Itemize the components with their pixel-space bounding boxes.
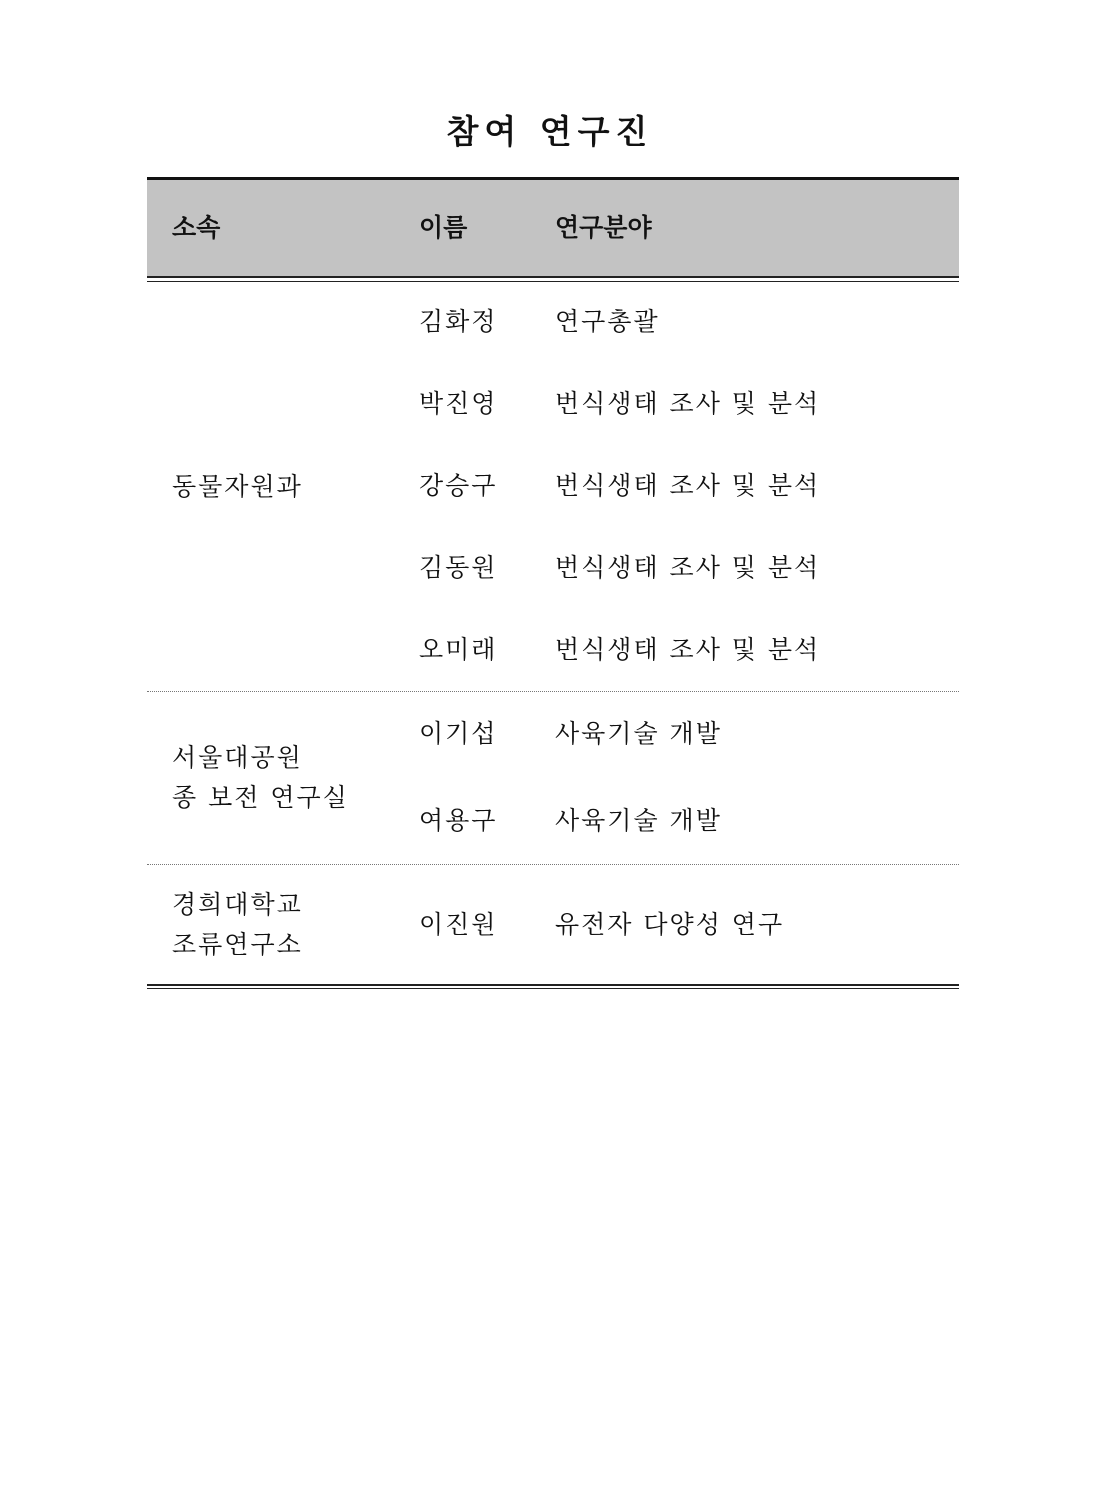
member-field: 번식생태 조사 및 분석 xyxy=(555,471,821,500)
table-group-seoul-grand-park xyxy=(147,692,959,864)
member-name: 김화정 xyxy=(419,307,498,336)
member-field: 번식생태 조사 및 분석 xyxy=(555,553,821,582)
research-team-table xyxy=(147,177,959,989)
member-name: 강승구 xyxy=(419,471,498,500)
table-bottom-rule xyxy=(147,984,959,989)
member-field: 연구총괄 xyxy=(555,307,660,336)
affiliation-line: 조류연구소 xyxy=(172,929,303,959)
member-name: 오미래 xyxy=(419,635,498,664)
member-name: 이진원 xyxy=(419,910,498,939)
table-row xyxy=(147,630,959,670)
affiliation-line: 종 보전 연구실 xyxy=(172,783,349,812)
table-row xyxy=(147,714,959,754)
table-group-kyung-hee xyxy=(147,865,959,984)
table-group-animal-resources xyxy=(147,282,959,691)
member-name: 김동원 xyxy=(419,553,498,582)
affiliation-line: 경희대학교 xyxy=(172,889,303,919)
table-row xyxy=(147,905,959,945)
table-row xyxy=(147,466,959,506)
header-field: 연구분야 xyxy=(555,213,652,242)
page-title: 참여 연구진 xyxy=(446,112,654,151)
header-name: 이름 xyxy=(419,213,468,242)
table-row xyxy=(147,548,959,588)
table-row xyxy=(147,384,959,424)
affiliation-line: 동물자원과 xyxy=(172,471,303,501)
member-name: 여용구 xyxy=(419,806,498,835)
member-name: 이기섭 xyxy=(419,719,498,748)
member-field: 번식생태 조사 및 분석 xyxy=(555,635,821,664)
table-row xyxy=(147,302,959,342)
member-field: 사육기술 개발 xyxy=(555,806,722,835)
member-field: 번식생태 조사 및 분석 xyxy=(555,389,821,418)
table-row xyxy=(147,801,959,841)
affiliation-line: 서울대공원 xyxy=(172,743,303,772)
member-field: 사육기술 개발 xyxy=(555,719,722,748)
member-field: 유전자 다양성 연구 xyxy=(555,910,785,939)
table-header xyxy=(147,177,959,276)
member-name: 박진영 xyxy=(419,389,498,418)
header-affiliation: 소속 xyxy=(172,213,221,242)
